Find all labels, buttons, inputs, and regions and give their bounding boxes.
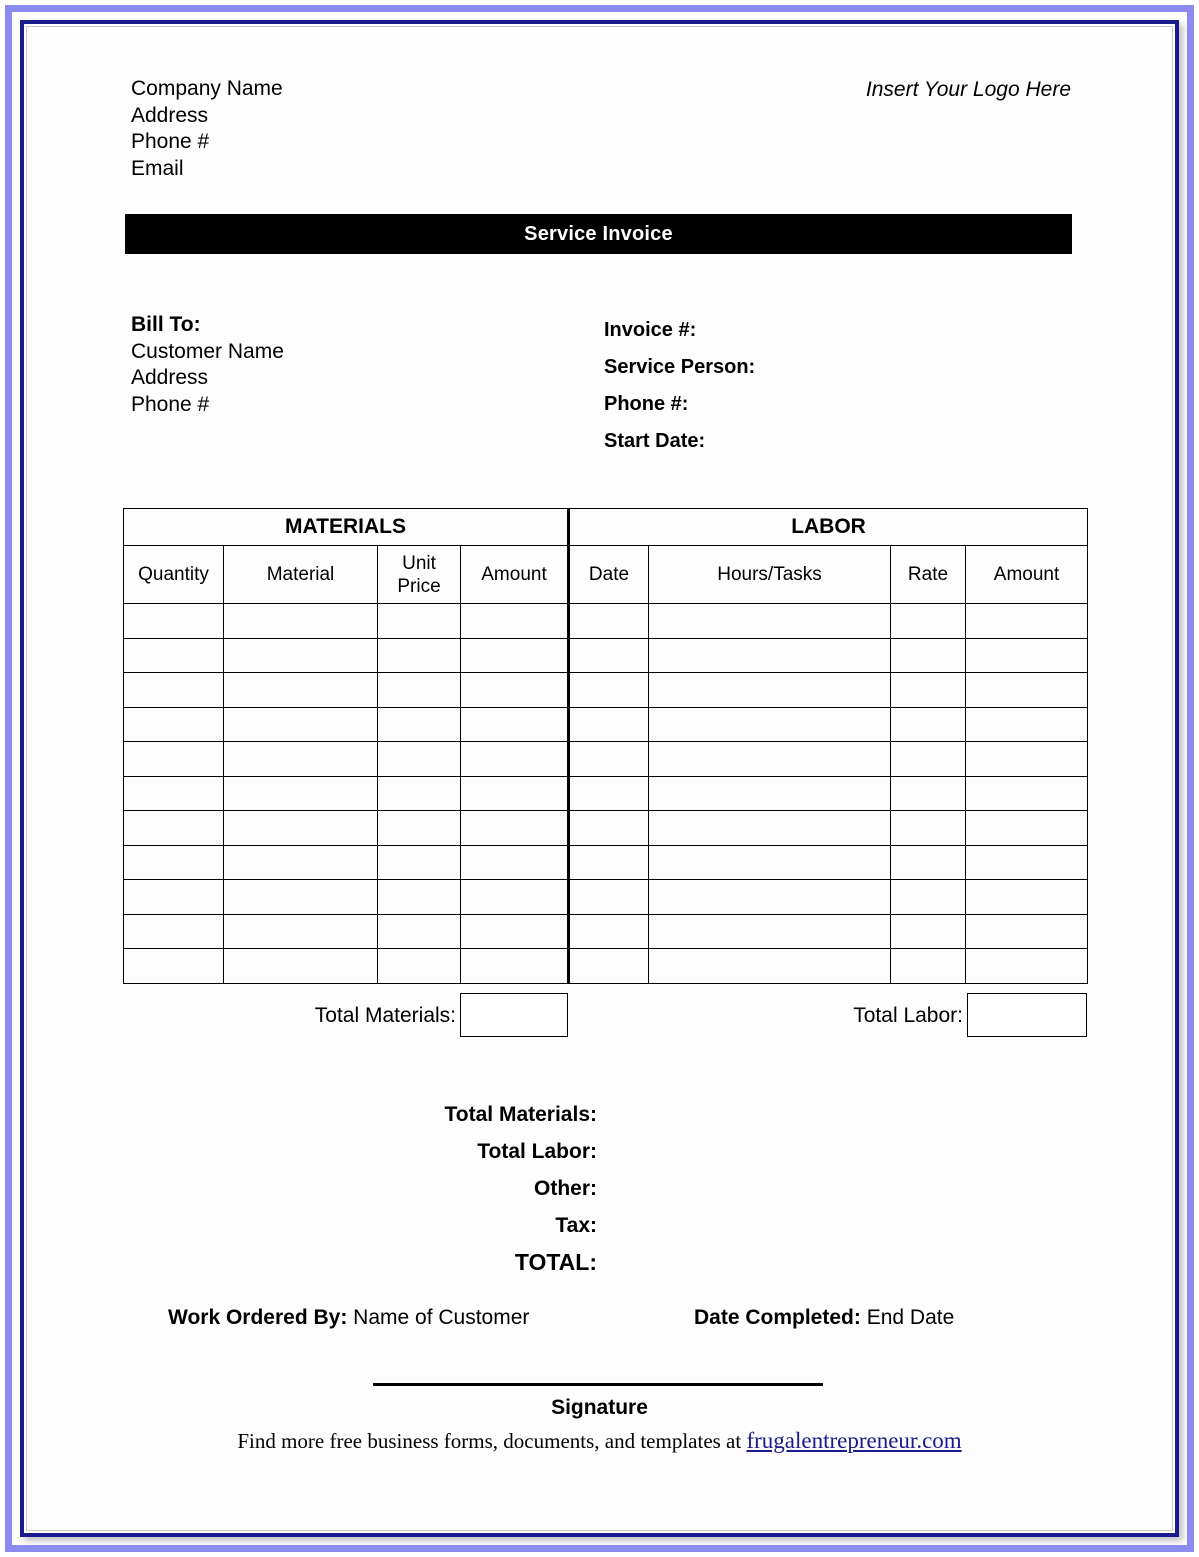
table-cell[interactable] <box>378 742 461 777</box>
table-row <box>124 811 1088 846</box>
table-cell[interactable] <box>461 742 569 777</box>
table-cell[interactable] <box>569 949 649 984</box>
logo-placeholder: Insert Your Logo Here <box>865 78 1071 101</box>
table-cell[interactable] <box>124 845 224 880</box>
table-cell[interactable] <box>461 811 569 846</box>
table-cell[interactable] <box>569 880 649 915</box>
company-name: Company Name <box>131 77 283 100</box>
table-row <box>124 673 1088 708</box>
table-cell[interactable] <box>891 914 966 949</box>
table-cell[interactable] <box>124 949 224 984</box>
table-cell[interactable] <box>124 638 224 673</box>
total-labor-input-box[interactable] <box>967 993 1087 1037</box>
table-cell[interactable] <box>649 811 891 846</box>
company-phone: Phone # <box>131 130 210 153</box>
table-cell[interactable] <box>569 604 649 639</box>
table-row <box>124 949 1088 984</box>
table-cell[interactable] <box>124 880 224 915</box>
company-info-block <box>131 76 283 182</box>
summary-block <box>131 1096 597 1281</box>
total-materials-inline-label: Total Materials: <box>314 1004 456 1027</box>
table-cell[interactable] <box>891 604 966 639</box>
table-cell[interactable] <box>378 776 461 811</box>
table-cell[interactable] <box>124 604 224 639</box>
table-cell[interactable] <box>124 914 224 949</box>
service-person-label: Service Person: <box>604 356 756 378</box>
table-cell[interactable] <box>224 845 378 880</box>
table-cell[interactable] <box>966 673 1088 708</box>
table-cell[interactable] <box>569 673 649 708</box>
group-header-materials: MATERIALS <box>124 509 569 546</box>
table-cell[interactable] <box>224 638 378 673</box>
bill-to-address: Address <box>131 366 209 389</box>
table-cell[interactable] <box>378 673 461 708</box>
attribution-line <box>0 1428 1199 1454</box>
bill-to-label: Bill To: <box>131 313 201 336</box>
table-cell[interactable] <box>891 673 966 708</box>
table-cell[interactable] <box>378 845 461 880</box>
table-cell[interactable] <box>649 949 891 984</box>
table-cell[interactable] <box>378 880 461 915</box>
table-cell[interactable] <box>569 845 649 880</box>
table-cell[interactable] <box>649 604 891 639</box>
start-date-label: Start Date: <box>604 430 706 452</box>
table-cell[interactable] <box>461 707 569 742</box>
frugalentrepreneur-link[interactable]: frugalentrepreneur.com <box>746 1428 962 1453</box>
table-cell[interactable] <box>378 707 461 742</box>
table-cell[interactable] <box>649 742 891 777</box>
bill-to-block <box>131 312 284 418</box>
table-cell[interactable] <box>461 604 569 639</box>
table-cell[interactable] <box>649 707 891 742</box>
table-cell[interactable] <box>224 707 378 742</box>
table-cell[interactable] <box>891 742 966 777</box>
table-cell[interactable] <box>461 880 569 915</box>
summary-tax: Tax: <box>555 1214 597 1237</box>
table-cell[interactable] <box>378 604 461 639</box>
table-cell[interactable] <box>378 949 461 984</box>
column-header-rate: Rate <box>891 546 966 604</box>
invoice-number-label: Invoice #: <box>604 319 697 341</box>
table-cell[interactable] <box>569 776 649 811</box>
column-header-unit-price: Unit Price <box>378 546 461 604</box>
table-cell[interactable] <box>224 776 378 811</box>
column-header-quantity: Quantity <box>124 546 224 604</box>
column-header-date: Date <box>569 546 649 604</box>
service-phone-label: Phone #: <box>604 393 689 415</box>
group-header-labor: LABOR <box>569 509 1088 546</box>
table-cell[interactable] <box>966 914 1088 949</box>
table-cell[interactable] <box>891 949 966 984</box>
table-cell[interactable] <box>966 638 1088 673</box>
column-header-hours-tasks: Hours/Tasks <box>649 546 891 604</box>
table-cell[interactable] <box>649 776 891 811</box>
summary-grand-total: TOTAL: <box>514 1249 597 1275</box>
table-cell[interactable] <box>124 811 224 846</box>
table-row <box>124 776 1088 811</box>
table-cell[interactable] <box>378 638 461 673</box>
total-labor-inline-label: Total Labor: <box>853 1004 963 1027</box>
date-completed-value: End Date <box>866 1306 955 1329</box>
summary-total-labor: Total Labor: <box>477 1140 597 1163</box>
table-cell[interactable] <box>224 811 378 846</box>
table-cell[interactable] <box>461 845 569 880</box>
total-materials-input-box[interactable] <box>460 993 568 1037</box>
table-cell[interactable] <box>966 604 1088 639</box>
work-ordered-by <box>168 1306 529 1330</box>
table-cell[interactable] <box>649 638 891 673</box>
line-items-table <box>123 508 1088 984</box>
table-cell[interactable] <box>966 742 1088 777</box>
table-cell[interactable] <box>224 673 378 708</box>
column-header-labor-amount: Amount <box>966 546 1088 604</box>
summary-other: Other: <box>534 1177 597 1200</box>
table-row <box>124 880 1088 915</box>
table-totals-strip <box>123 993 1087 1037</box>
table-cell[interactable] <box>966 707 1088 742</box>
work-ordered-by-value: Name of Customer <box>353 1306 530 1329</box>
table-cell[interactable] <box>224 914 378 949</box>
table-cell[interactable] <box>649 845 891 880</box>
table-row <box>124 638 1088 673</box>
table-cell[interactable] <box>378 811 461 846</box>
table-cell[interactable] <box>569 914 649 949</box>
table-cell[interactable] <box>461 638 569 673</box>
document-header <box>131 76 1071 182</box>
company-address: Address <box>131 103 209 127</box>
signature-line <box>373 1383 823 1386</box>
column-header-materials-amount: Amount <box>461 546 569 604</box>
table-row <box>124 707 1088 742</box>
table-cell[interactable] <box>649 880 891 915</box>
table-cell[interactable] <box>891 880 966 915</box>
work-ordered-by-label: Work Ordered By: <box>168 1306 348 1329</box>
bill-to-customer-name: Customer Name <box>131 339 284 363</box>
bill-to-phone: Phone # <box>131 392 210 416</box>
signature-label: Signature <box>551 1396 648 1419</box>
table-cell[interactable] <box>569 811 649 846</box>
table-cell[interactable] <box>461 673 569 708</box>
table-cell[interactable] <box>891 707 966 742</box>
table-cell[interactable] <box>966 880 1088 915</box>
document-title: Service Invoice <box>524 222 673 245</box>
table-cell[interactable] <box>569 707 649 742</box>
table-cell[interactable] <box>224 604 378 639</box>
table-cell[interactable] <box>891 776 966 811</box>
table-cell[interactable] <box>124 707 224 742</box>
invoice-meta-fields <box>604 312 755 460</box>
table-cell[interactable] <box>891 845 966 880</box>
document-title-banner <box>125 214 1072 254</box>
table-cell[interactable] <box>649 673 891 708</box>
table-cell[interactable] <box>569 742 649 777</box>
table-cell[interactable] <box>224 949 378 984</box>
table-cell[interactable] <box>461 776 569 811</box>
table-cell[interactable] <box>966 776 1088 811</box>
table-row <box>124 604 1088 639</box>
table-cell[interactable] <box>124 776 224 811</box>
table-cell[interactable] <box>649 914 891 949</box>
table-cell[interactable] <box>461 914 569 949</box>
company-email: Email <box>131 156 184 180</box>
table-cell[interactable] <box>569 638 649 673</box>
table-row <box>124 914 1088 949</box>
table-cell[interactable] <box>891 811 966 846</box>
table-cell[interactable] <box>224 742 378 777</box>
line-items-body <box>124 604 1088 984</box>
attribution-text: Find more free business forms, documents, and templates at <box>237 1429 747 1453</box>
table-cell[interactable] <box>224 880 378 915</box>
table-cell[interactable] <box>124 742 224 777</box>
table-row <box>124 845 1088 880</box>
column-header-material: Material <box>224 546 378 604</box>
table-cell[interactable] <box>966 811 1088 846</box>
table-cell[interactable] <box>124 673 224 708</box>
table-cell[interactable] <box>378 914 461 949</box>
table-cell[interactable] <box>966 949 1088 984</box>
table-cell[interactable] <box>461 949 569 984</box>
summary-total-materials: Total Materials: <box>444 1103 597 1126</box>
table-row <box>124 742 1088 777</box>
date-completed <box>694 1306 954 1330</box>
table-cell[interactable] <box>891 638 966 673</box>
table-cell[interactable] <box>966 845 1088 880</box>
date-completed-label: Date Completed: <box>694 1306 861 1329</box>
